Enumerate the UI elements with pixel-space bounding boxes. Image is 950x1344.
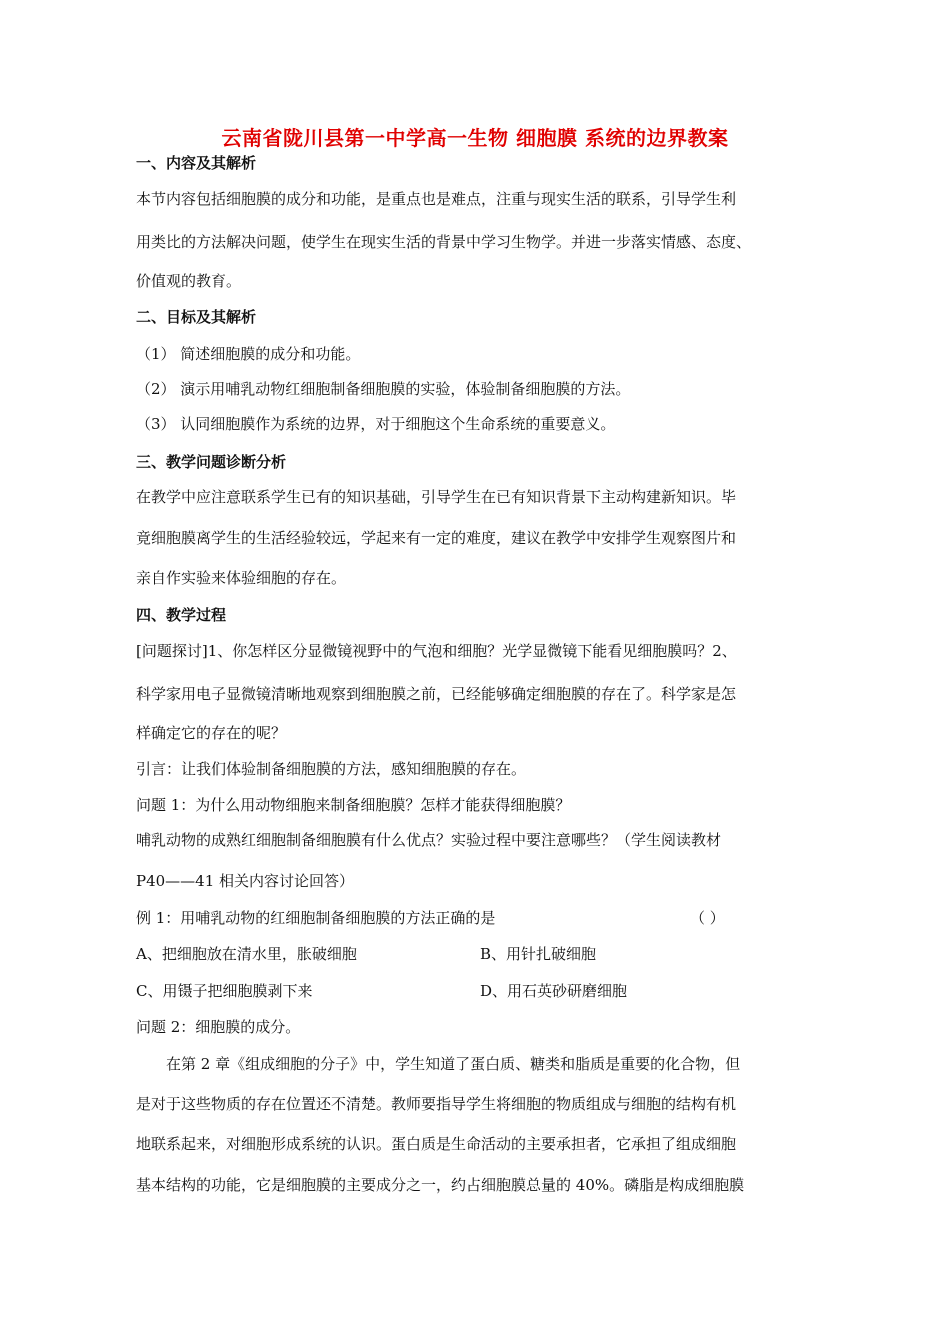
paragraph-line: 价值观的教育。 (136, 272, 242, 290)
goal-item: （2） 演示用哺乳动物红细胞制备细胞膜的实验，体验制备细胞膜的方法。 (136, 380, 631, 398)
question-2: 问题 2：细胞膜的成分。 (136, 1018, 301, 1036)
document-title: 云南省陇川县第一中学高一生物 细胞膜 系统的边界教案 (221, 126, 729, 150)
question-1: 问题 1：为什么用动物细胞来制备细胞膜？怎样才能获得细胞膜？ (136, 796, 571, 814)
paragraph-line: 是对于这些物质的存在位置还不清楚。教师要指导学生将细胞的物质组成与细胞的结构有机 (136, 1095, 737, 1113)
example-question: 例 1：用哺乳动物的红细胞制备细胞膜的方法正确的是 (136, 909, 496, 927)
section-heading-goals: 二、目标及其解析 (136, 308, 257, 326)
paragraph-line: 本节内容包括细胞膜的成分和功能，是重点也是难点，注重与现实生活的联系，引导学生利 (136, 190, 737, 208)
option-b: B、用针扎破细胞 (480, 945, 597, 963)
section-heading-process: 四、教学过程 (136, 606, 227, 624)
paragraph-line: 在第 2 章《组成细胞的分子》中，学生知道了蛋白质、糖类和脂质是重要的化合物，但 (166, 1055, 741, 1073)
section-heading-diagnosis: 三、教学问题诊断分析 (136, 453, 287, 471)
goal-item: （3） 认同细胞膜作为系统的边界，对于细胞这个生命系统的重要意义。 (136, 415, 616, 433)
paragraph-line: 地联系起来，对细胞形成系统的认识。蛋白质是生命活动的主要承担者，它承担了组成细胞 (136, 1135, 737, 1153)
paragraph-line: 基本结构的功能，它是细胞膜的主要成分之一，约占细胞膜总量的 40%。磷脂是构成细胞膜 (136, 1176, 745, 1194)
paragraph-line: 亲自作实验来体验细胞的存在。 (136, 569, 347, 587)
discussion-line: 样确定它的存在的呢？ (136, 724, 287, 742)
option-a: A、把细胞放在清水里，胀破细胞 (136, 945, 357, 963)
answer-bracket: （ ） (690, 909, 725, 927)
question-1-detail: 哺乳动物的成熟红细胞制备细胞膜有什么优点？实验过程中要注意哪些？（学生阅读教材 (136, 831, 722, 849)
discussion-line: 科学家用电子显微镜清晰地观察到细胞膜之前，已经能够确定细胞膜的存在了。科学家是怎 (136, 685, 737, 703)
paragraph-line: 在教学中应注意联系学生已有的知识基础，引导学生在已有知识背景下主动构建新知识。毕 (136, 488, 737, 506)
goal-item: （1） 简述细胞膜的成分和功能。 (136, 345, 361, 363)
paragraph-line: 竟细胞膜离学生的生活经验较远，学起来有一定的难度，建议在教学中安排学生观察图片和 (136, 529, 737, 547)
section-heading-content: 一、内容及其解析 (136, 154, 257, 172)
option-c: C、用镊子把细胞膜剥下来 (136, 982, 313, 1000)
option-d: D、用石英砂研磨细胞 (480, 982, 628, 1000)
intro-line: 引言：让我们体验制备细胞膜的方法，感知细胞膜的存在。 (136, 760, 527, 778)
paragraph-line: 用类比的方法解决问题，使学生在现实生活的背景中学习生物学。并进一步落实情感、态度、 (136, 233, 752, 251)
question-1-detail: P40——41 相关内容讨论回答） (136, 872, 355, 890)
discussion-line: [问题探讨]1、你怎样区分显微镜视野中的气泡和细胞？光学显微镜下能看见细胞膜吗？2、 (136, 642, 737, 660)
